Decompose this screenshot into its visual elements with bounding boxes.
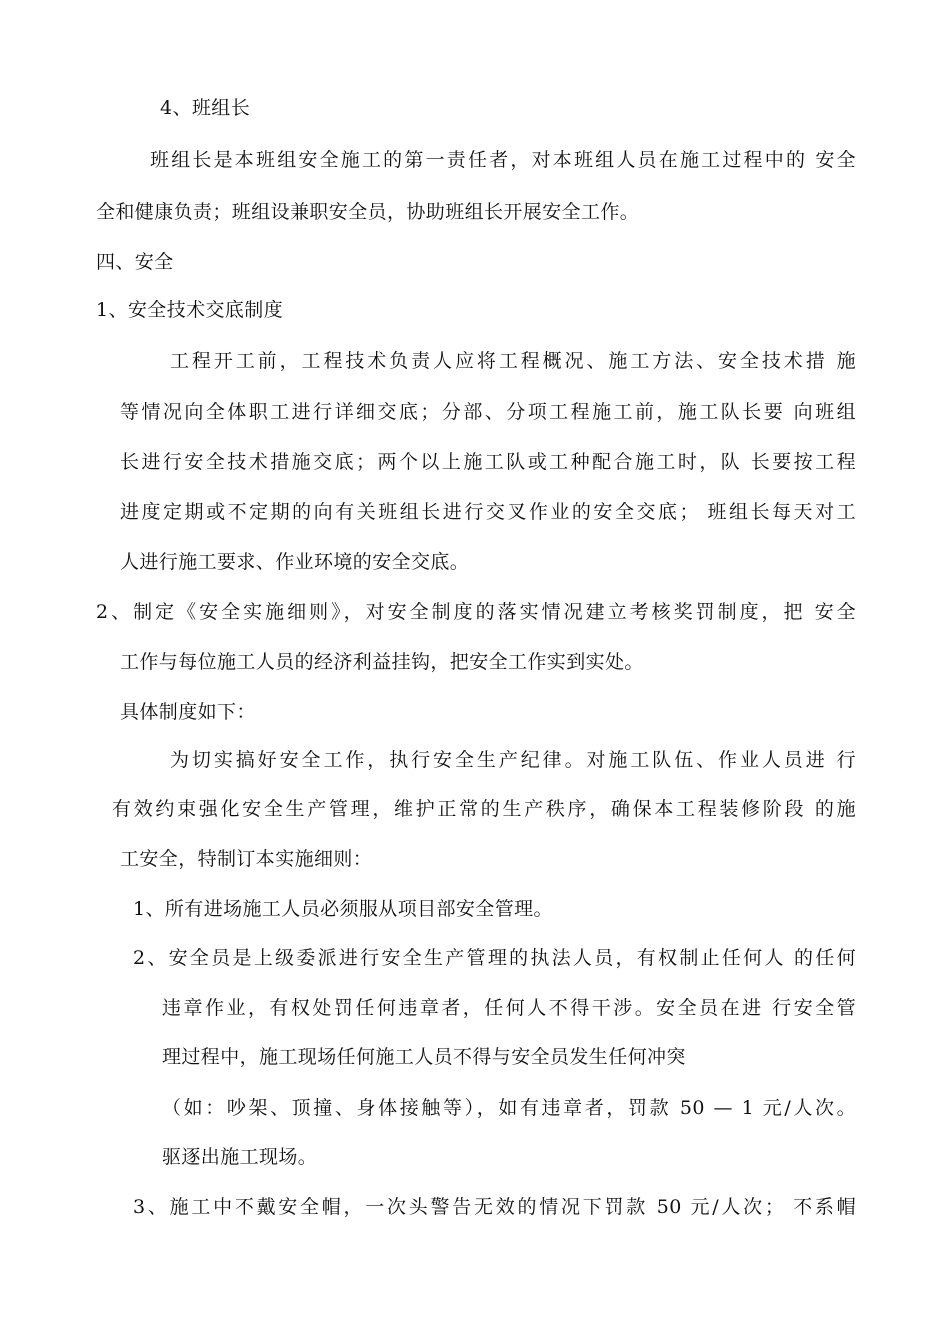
subsection-heading: 4、班组长 bbox=[160, 97, 251, 119]
list-item: 2、安全员是上级委派进行安全生产管理的执法人员，有权制止任何人 的任何 bbox=[133, 947, 856, 969]
subsection-heading: 1、安全技术交底制度 bbox=[96, 299, 284, 321]
list-item: 3、施工中不戴安全帽，一次头警告无效的情况下罚款 50 元/人次； 不系帽 bbox=[133, 1196, 856, 1218]
paragraph-line: 为切实搞好安全工作，执行安全生产纪律。对施工队伍、作业人员进 行 bbox=[170, 749, 856, 771]
paragraph-line: 人进行施工要求、作业环境的安全交底。 bbox=[120, 551, 470, 573]
paragraph-line: 长进行安全技术措施交底；两个以上施工队或工种配合施工时，队 长要按工程 bbox=[120, 451, 856, 473]
paragraph-line: 违章作业，有权处罚任何违章者，任何人不得干涉。安全员在进 行安全管 bbox=[162, 997, 856, 1019]
paragraph-line: （如：吵架、顶撞、身体接触等），如有违章者，罚款 50 — 1 元/人次。 bbox=[162, 1097, 856, 1119]
paragraph-line: 班组长是本班组安全施工的第一责任者，对本班组人员在施工过程中的 安全 bbox=[150, 149, 856, 171]
paragraph-line: 具体制度如下： bbox=[120, 701, 256, 723]
paragraph-line: 工程开工前，工程技术负责人应将工程概况、施工方法、安全技术措 施 bbox=[170, 350, 856, 372]
paragraph-line: 全和健康负责；班组设兼职安全员，协助班组长开展安全工作。 bbox=[96, 201, 640, 223]
list-item: 1、所有进场施工人员必须服从项目部安全管理。 bbox=[133, 898, 553, 920]
paragraph-line: 理过程中，施工现场任何施工人员不得与安全员发生任何冲突 bbox=[162, 1046, 686, 1068]
paragraph-line: 工作与每位施工人员的经济利益挂钩，把安全工作实到实处。 bbox=[120, 651, 644, 673]
paragraph-line: 2、制定《安全实施细则》，对安全制度的落实情况建立考核奖罚制度，把 安全 bbox=[96, 601, 856, 623]
paragraph-line: 有效约束强化安全生产管理，维护正常的生产秩序，确保本工程装修阶段 的施 bbox=[112, 798, 856, 820]
paragraph-line: 工安全，特制订本实施细则： bbox=[120, 848, 373, 870]
paragraph-line: 等情况向全体职工进行详细交底；分部、分项工程施工前，施工队长要 向班组 bbox=[120, 401, 856, 423]
section-heading: 四、安全 bbox=[96, 251, 174, 273]
paragraph-line: 驱逐出施工现场。 bbox=[162, 1146, 318, 1168]
paragraph-line: 进度定期或不定期的向有关班组长进行交叉作业的安全交底； 班组长每天对工 bbox=[120, 501, 856, 523]
